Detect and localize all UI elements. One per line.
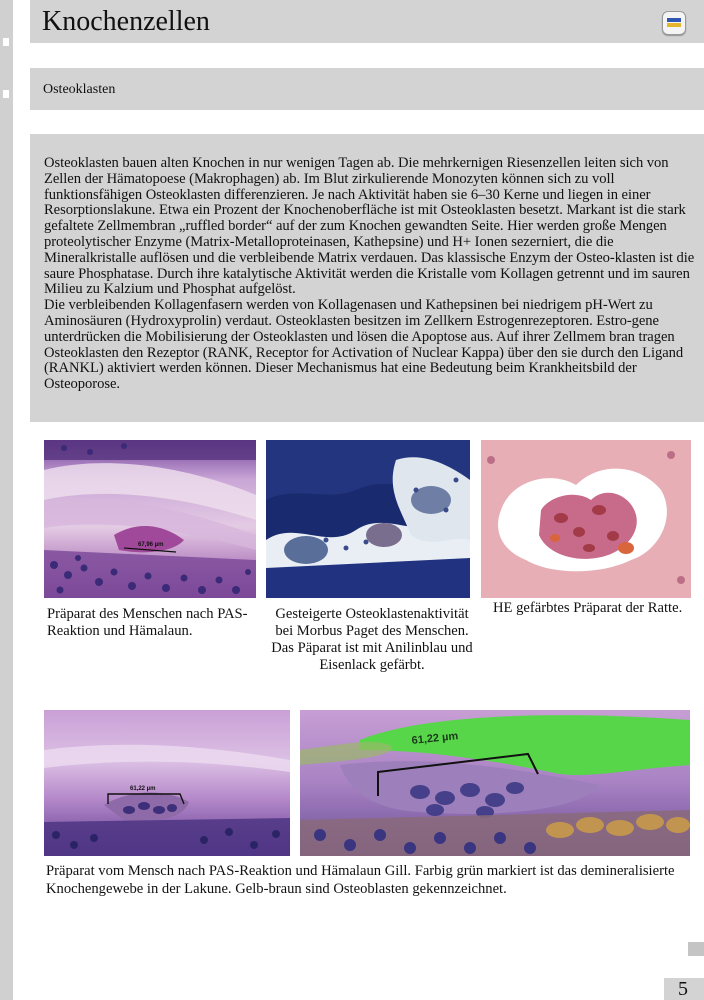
logo-band-blue: [667, 18, 681, 22]
micrograph-pas-human: [44, 440, 256, 598]
left-sidebar: [0, 0, 13, 1000]
micrograph-1-graphic: [44, 440, 256, 598]
caption-bottom: Präparat vom Mensch nach PAS-Reaktion und Hämalaun Gill. Farbig grün markiert ist das demineralisierte Knochengewebe in der Lakune. Gelb-braun sind Osteoblasten gekennzeichnet.: [46, 863, 675, 897]
page-title: Knochenzellen: [42, 6, 210, 37]
section-subtitle: Osteoklasten: [43, 82, 116, 97]
logo-band-yellow: [667, 23, 681, 27]
paragraph-2: Die verbleibenden Kollagenfasern werden von Kollagenasen und Kathepsinen bei niedrigem pH-Wert zu Aminosäuren (Hydroxyprolin) verdaut. Osteoklasten besitzen im Zellkern Estrogenrezeptoren. Estro-gene unterdrücken die Mobilisierung der Osteoklasten und lösen die Apoptose aus. Auf ihrer Zellmem bran tragen Osteoklasten den Rezeptor (RANK, Receptor for Activation of Nuclear Kappa) über den sie durch den Ligand (RANKL) aktiviert werden können. Dieser Mechanismus hat eine Bedeutung beim Krankheitsbild der Osteoporose.: [44, 297, 684, 393]
micrograph-3-graphic: [481, 440, 691, 598]
sidebar-slot: [3, 38, 9, 46]
paragraph-1: Osteoklasten bauen alten Knochen in nur wenigen Tagen ab. Die mehrkernigen Riesenzellen leiten sich von Zellen der Hämatopoese (Makrophagen) ab. Im Blut zirkulierende Monozyten können sich zu voll funktionsfähigen Osteoklasten differenzieren. Je nach Aktivität haben sie 6–30 Kerne und liegen in einer Resorptionslakune. Etwa ein Prozent der Knochenoberfläche ist mit Osteoklasten besetzt. Markant ist die stark gefaltete Zellmembran „ruffled border“ auf der zum Knochen gewandten Seite. Hier werden große Mengen proteolytischer Enzyme (Matrix-Metalloproteinasen, Kathepsine) und H+ Ionen sezerniert, die die Mineralkristalle auflösen und die verbleibende Matrix verdauen. Das klassische Enzym der Osteo-klasten ist die saure Phosphatase. Durch ihre katalytische Aktivität werden die Kristalle vom Kollagen getrennt und im sauren Milieu zu Kalzium und Phosphat aufgelöst.: [44, 155, 695, 298]
caption-img3: HE gefärbtes Präparat der Ratte.: [493, 600, 683, 616]
micrograph-4-graphic: [44, 710, 290, 856]
scale-label-large: 61,22 µm: [411, 730, 459, 747]
caption-img1: Präparat des Menschen nach PAS-Reaktion und Hämalaun.: [47, 606, 248, 639]
title-bar: [30, 0, 704, 43]
micrograph-5-graphic: [300, 710, 690, 856]
publisher-logo-icon: [662, 11, 686, 35]
right-edge-tab: [688, 942, 704, 956]
micrograph-morbus-paget: [266, 440, 470, 598]
body-text-panel: [30, 134, 704, 422]
micrograph-he-rat: [481, 440, 691, 598]
sidebar-slot: [3, 90, 9, 98]
scale-label-small: 61,22 µm: [130, 786, 156, 792]
micrograph-lacuna-detail: [300, 710, 690, 856]
scale-label-img1: 67,96 µm: [138, 542, 164, 548]
page-number: 5: [678, 978, 688, 1000]
micrograph-2-graphic: [266, 440, 470, 598]
body-text: [44, 156, 696, 393]
page-number-box: [664, 978, 704, 1000]
subtitle-bar: [30, 68, 704, 110]
caption-img2: Gesteigerte Osteoklastenaktivität bei Morbus Paget des Menschen. Das Päparat ist mit Anilinblau und Eisenlack gefärbt.: [271, 606, 473, 673]
micrograph-lacuna-overview: [44, 710, 290, 856]
